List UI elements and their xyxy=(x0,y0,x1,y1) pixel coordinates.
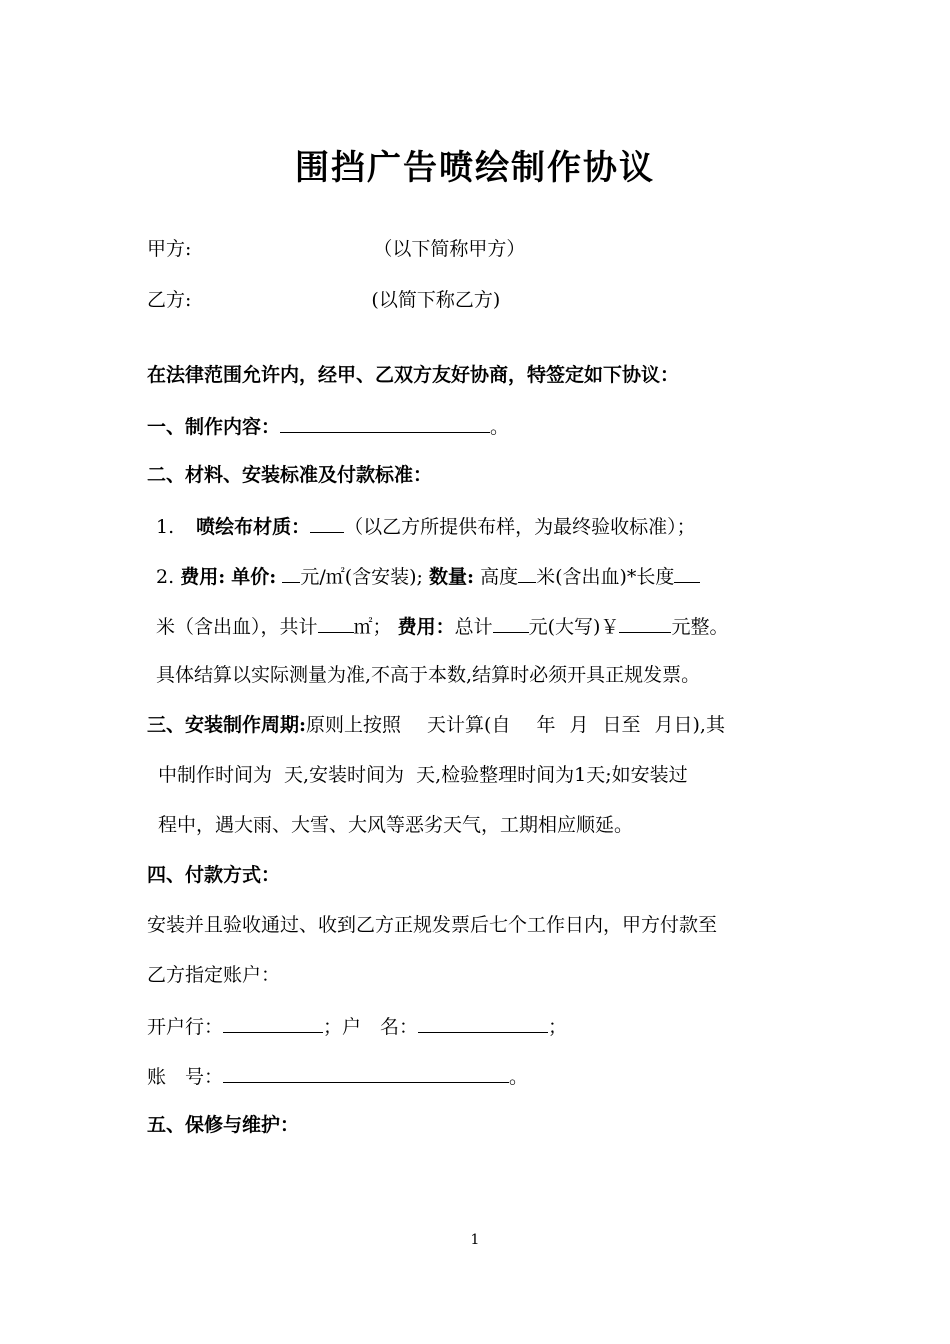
period-text-a: 原则上按照 xyxy=(306,714,402,736)
fee-label: 费用: xyxy=(180,566,226,588)
account-number-blank xyxy=(223,1062,509,1083)
section-2-item-1 xyxy=(156,512,696,540)
section-2-item-2-line-1 xyxy=(156,562,700,590)
total-amount-blank xyxy=(493,612,529,633)
section-3-heading: 三、安装制作周期: xyxy=(147,714,307,736)
material-blank xyxy=(310,512,344,533)
account-name-label: 户 名： xyxy=(342,1016,419,1038)
section-2-heading: 二、材料、安装标准及付款标准： xyxy=(147,464,433,486)
document-title: 围挡广告喷绘制作协议 xyxy=(295,148,655,188)
period-year: 年 xyxy=(536,714,556,736)
period-month: 月 xyxy=(569,714,589,736)
capital-amount-blank xyxy=(619,612,671,633)
capital-amount-text: 元(大写)￥ xyxy=(528,616,620,638)
account-number-end: 。 xyxy=(509,1066,529,1088)
quantity-label: 数量: xyxy=(429,566,475,588)
production-time-text: 中制作时间为 xyxy=(158,764,273,786)
section-2-item-2-line-2 xyxy=(156,612,728,640)
unit-price-label: 单价: xyxy=(231,566,277,588)
party-b-note: (以简下称乙方) xyxy=(371,289,501,311)
bank-label: 开户行： xyxy=(147,1016,224,1038)
bank-separator: ； xyxy=(323,1016,343,1038)
material-label: 喷绘布材质： xyxy=(196,516,311,538)
install-time-text: 天,安装时间为 xyxy=(284,764,405,786)
period-end: 月日),其 xyxy=(654,714,725,736)
section-3-line-1 xyxy=(147,712,725,738)
intro-text: 在法律范围允许内，经甲、乙双方友好协商，特签定如下协议： xyxy=(147,364,680,386)
inspection-time-text: 天,检验整理时间为1天;如安装过 xyxy=(416,764,688,786)
unit-price-blank xyxy=(282,562,300,583)
bank-line xyxy=(147,1012,567,1040)
total-text: 总计 xyxy=(454,616,493,638)
account-name-blank xyxy=(418,1012,548,1033)
area-unit-text: ㎡； xyxy=(353,616,392,638)
section-3-line-2 xyxy=(158,762,688,788)
total-area-text: 米（含出血），共计 xyxy=(156,616,318,638)
account-number-line xyxy=(147,1062,528,1090)
length-blank xyxy=(674,562,700,583)
total-fee-label: 费用： xyxy=(397,616,455,638)
length-text: 米(含出血)*长度 xyxy=(536,566,675,588)
page-number: 1 xyxy=(470,1232,480,1248)
party-a-note: （以下简称甲方） xyxy=(373,238,526,260)
section-1-heading: 一、制作内容： xyxy=(147,416,281,438)
item-2-number: 2. xyxy=(156,566,175,588)
height-blank xyxy=(518,562,536,583)
payment-text-1: 安装并且验收通过、收到乙方正规发票后七个工作日内，甲方付款至 xyxy=(147,914,718,936)
party-a-label: 甲方: xyxy=(147,238,192,260)
party-a-line xyxy=(147,236,525,262)
total-area-blank xyxy=(318,612,354,633)
content-blank xyxy=(280,412,490,433)
bank-blank xyxy=(223,1012,323,1033)
party-b-label: 乙方: xyxy=(147,289,192,311)
height-text: 高度 xyxy=(480,566,519,588)
section-5-heading: 五、保修与维护： xyxy=(147,1114,300,1136)
period-day-to: 日至 xyxy=(602,714,641,736)
total-end-text: 元整。 xyxy=(671,616,729,638)
settlement-note: 具体结算以实际测量为准,不高于本数,结算时必须开具正规发票。 xyxy=(156,664,701,686)
section-1-end: 。 xyxy=(490,416,510,438)
account-number-label: 账 号： xyxy=(147,1066,224,1088)
section-4-heading: 四、付款方式： xyxy=(147,864,281,886)
section-1-line xyxy=(147,412,509,440)
weather-delay-note: 程中，遇大雨、大雪、大风等恶劣天气，工期相应顺延。 xyxy=(158,814,634,836)
payment-text-2: 乙方指定账户： xyxy=(147,964,281,986)
item-1-number: 1. xyxy=(156,516,175,538)
period-text-b: 天计算(自 xyxy=(427,714,511,736)
account-name-end: ； xyxy=(548,1016,568,1038)
unit-price-text: 元/㎡(含安装); xyxy=(300,566,423,588)
material-note: （以乙方所提供布样，为最终验收标准）； xyxy=(344,516,696,538)
party-b-line xyxy=(147,287,500,313)
